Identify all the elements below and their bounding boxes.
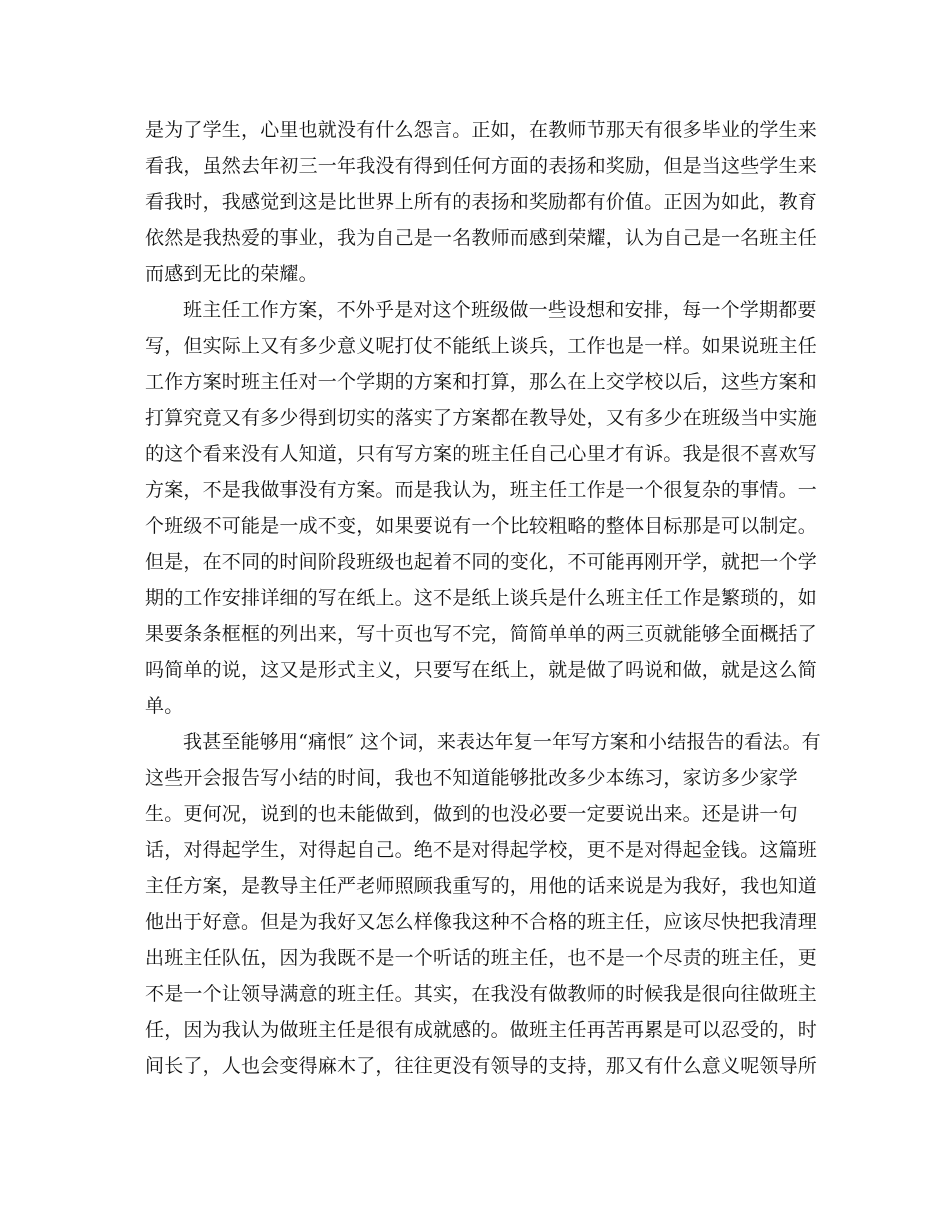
text-line: 任，因为我认为做班主任是很有成就感的。做班主任再苦再累是可以忍受的，时 bbox=[145, 1019, 818, 1041]
text-line: 方案，不是我做事没有方案。而是我认为，班主任工作是一个很复杂的事情。一 bbox=[145, 479, 818, 501]
text-line: 出班主任队伍，因为我既不是一个听话的班主任，也不是一个尽责的班主任，更 bbox=[145, 947, 818, 969]
text-line: 间长了，人也会变得麻木了，往往更没有领导的支持，那又有什么意义呢领导所 bbox=[145, 1055, 818, 1077]
text-line: 他出于好意。但是为我好又怎么样像我这种不合格的班主任，应该尽快把我清理 bbox=[145, 911, 818, 933]
text-line: 而感到无比的荣耀。 bbox=[145, 263, 318, 285]
text-line: 个班级不可能是一成不变，如果要说有一个比较粗略的整体目标那是可以制定。 bbox=[145, 515, 818, 537]
text-line: 打算究竟又有多少得到切实的落实了方案都在教导处，又有多少在班级当中实施 bbox=[145, 407, 818, 429]
text-line: 话，对得起学生，对得起自己。绝不是对得起学校，更不是对得起金钱。这篇班 bbox=[145, 839, 818, 861]
text-line: 是为了学生，心里也就没有什么怨言。正如，在教师节那天有很多毕业的学生来 bbox=[145, 119, 818, 141]
text-line: 的这个看来没有人知道，只有写方案的班主任自己心里才有诉。我是很不喜欢写 bbox=[145, 443, 818, 465]
text-line: 单。 bbox=[145, 695, 184, 717]
text-line: 看我，虽然去年初三一年我没有得到任何方面的表扬和奖励，但是当这些学生来 bbox=[145, 155, 818, 177]
text-line: 吗简单的说，这又是形式主义，只要写在纸上，就是做了吗说和做，就是这么简 bbox=[145, 659, 818, 681]
text-line: 依然是我热爱的事业，我为自己是一名教师而感到荣耀，认为自己是一名班主任 bbox=[145, 227, 818, 249]
text-line: 看我时，我感觉到这是比世界上所有的表扬和奖励都有价值。正因为如此，教育 bbox=[145, 191, 818, 213]
text-line: 工作方案时班主任对一个学期的方案和打算，那么在上交学校以后，这些方案和 bbox=[145, 371, 818, 393]
text-line: 班主任工作方案，不外乎是对这个班级做一些设想和安排，每一个学期都要 bbox=[183, 299, 817, 321]
text-line: 果要条条框框的列出来，写十页也写不完，简简单单的两三页就能够全面概括了 bbox=[145, 623, 818, 645]
text-line: 生。更何况，说到的也未能做到，做到的也没必要一定要说出来。还是讲一句 bbox=[145, 803, 798, 825]
text-line: 我甚至能够用“痛恨″ 这个词，来表达年复一年写方案和小结报告的看法。有 bbox=[183, 731, 821, 753]
text-line: 主任方案，是教导主任严老师照顾我重写的，用他的话来说是为我好，我也知道 bbox=[145, 875, 818, 897]
text-line: 期的工作安排详细的写在纸上。这不是纸上谈兵是什么班主任工作是繁琐的，如 bbox=[145, 587, 818, 609]
text-line: 这些开会报告写小结的时间，我也不知道能够批改多少本练习，家访多少家学 bbox=[145, 767, 798, 789]
text-line: 写，但实际上又有多少意义呢打仗不能纸上谈兵，工作也是一样。如果说班主任 bbox=[145, 335, 818, 357]
text-line: 但是，在不同的时间阶段班级也起着不同的变化，不可能再刚开学，就把一个学 bbox=[145, 551, 818, 573]
text-line: 不是一个让领导满意的班主任。其实，在我没有做教师的时候我是很向往做班主 bbox=[145, 983, 818, 1005]
